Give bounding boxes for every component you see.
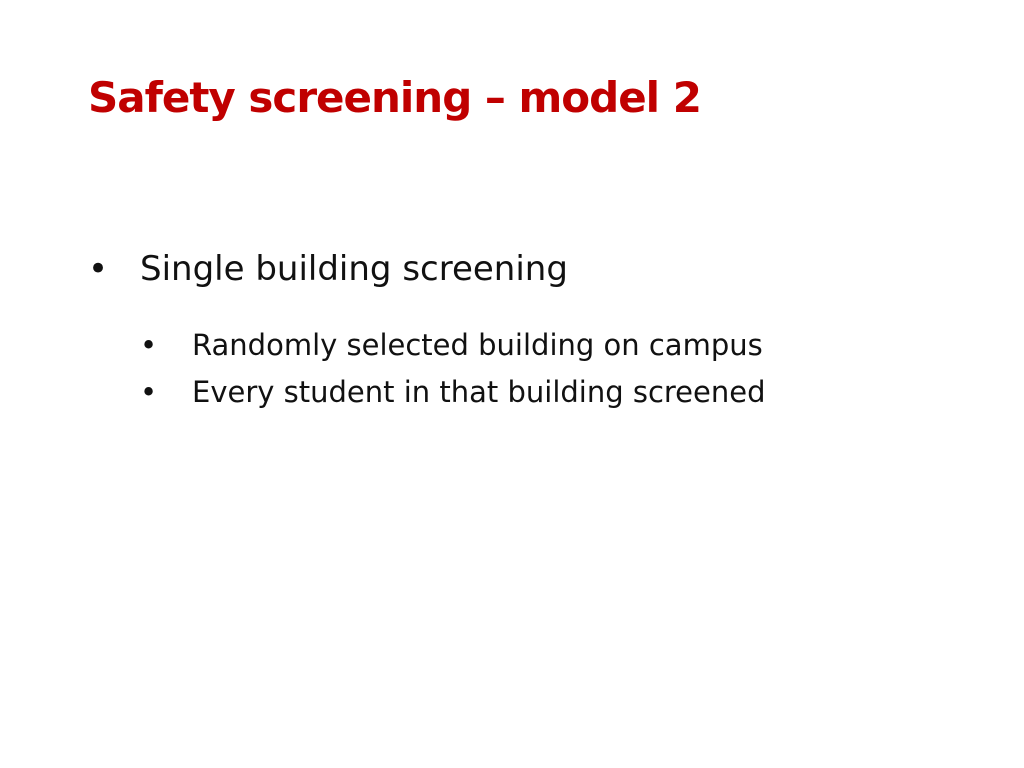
bullet-icon: • [88, 249, 109, 289]
sub-bullet-list [140, 322, 960, 416]
bullet-text: Single building screening [140, 249, 568, 289]
bullet-icon: • [140, 328, 158, 362]
sub-bullet-text: Randomly selected building on campus [192, 328, 763, 362]
sub-bullet-item [140, 369, 960, 416]
sub-bullet-text: Every student in that building screened [192, 375, 766, 409]
bullet-icon: • [140, 375, 158, 409]
sub-bullet-item [140, 322, 960, 369]
slide-title: Safety screening – model 2 [88, 73, 701, 122]
